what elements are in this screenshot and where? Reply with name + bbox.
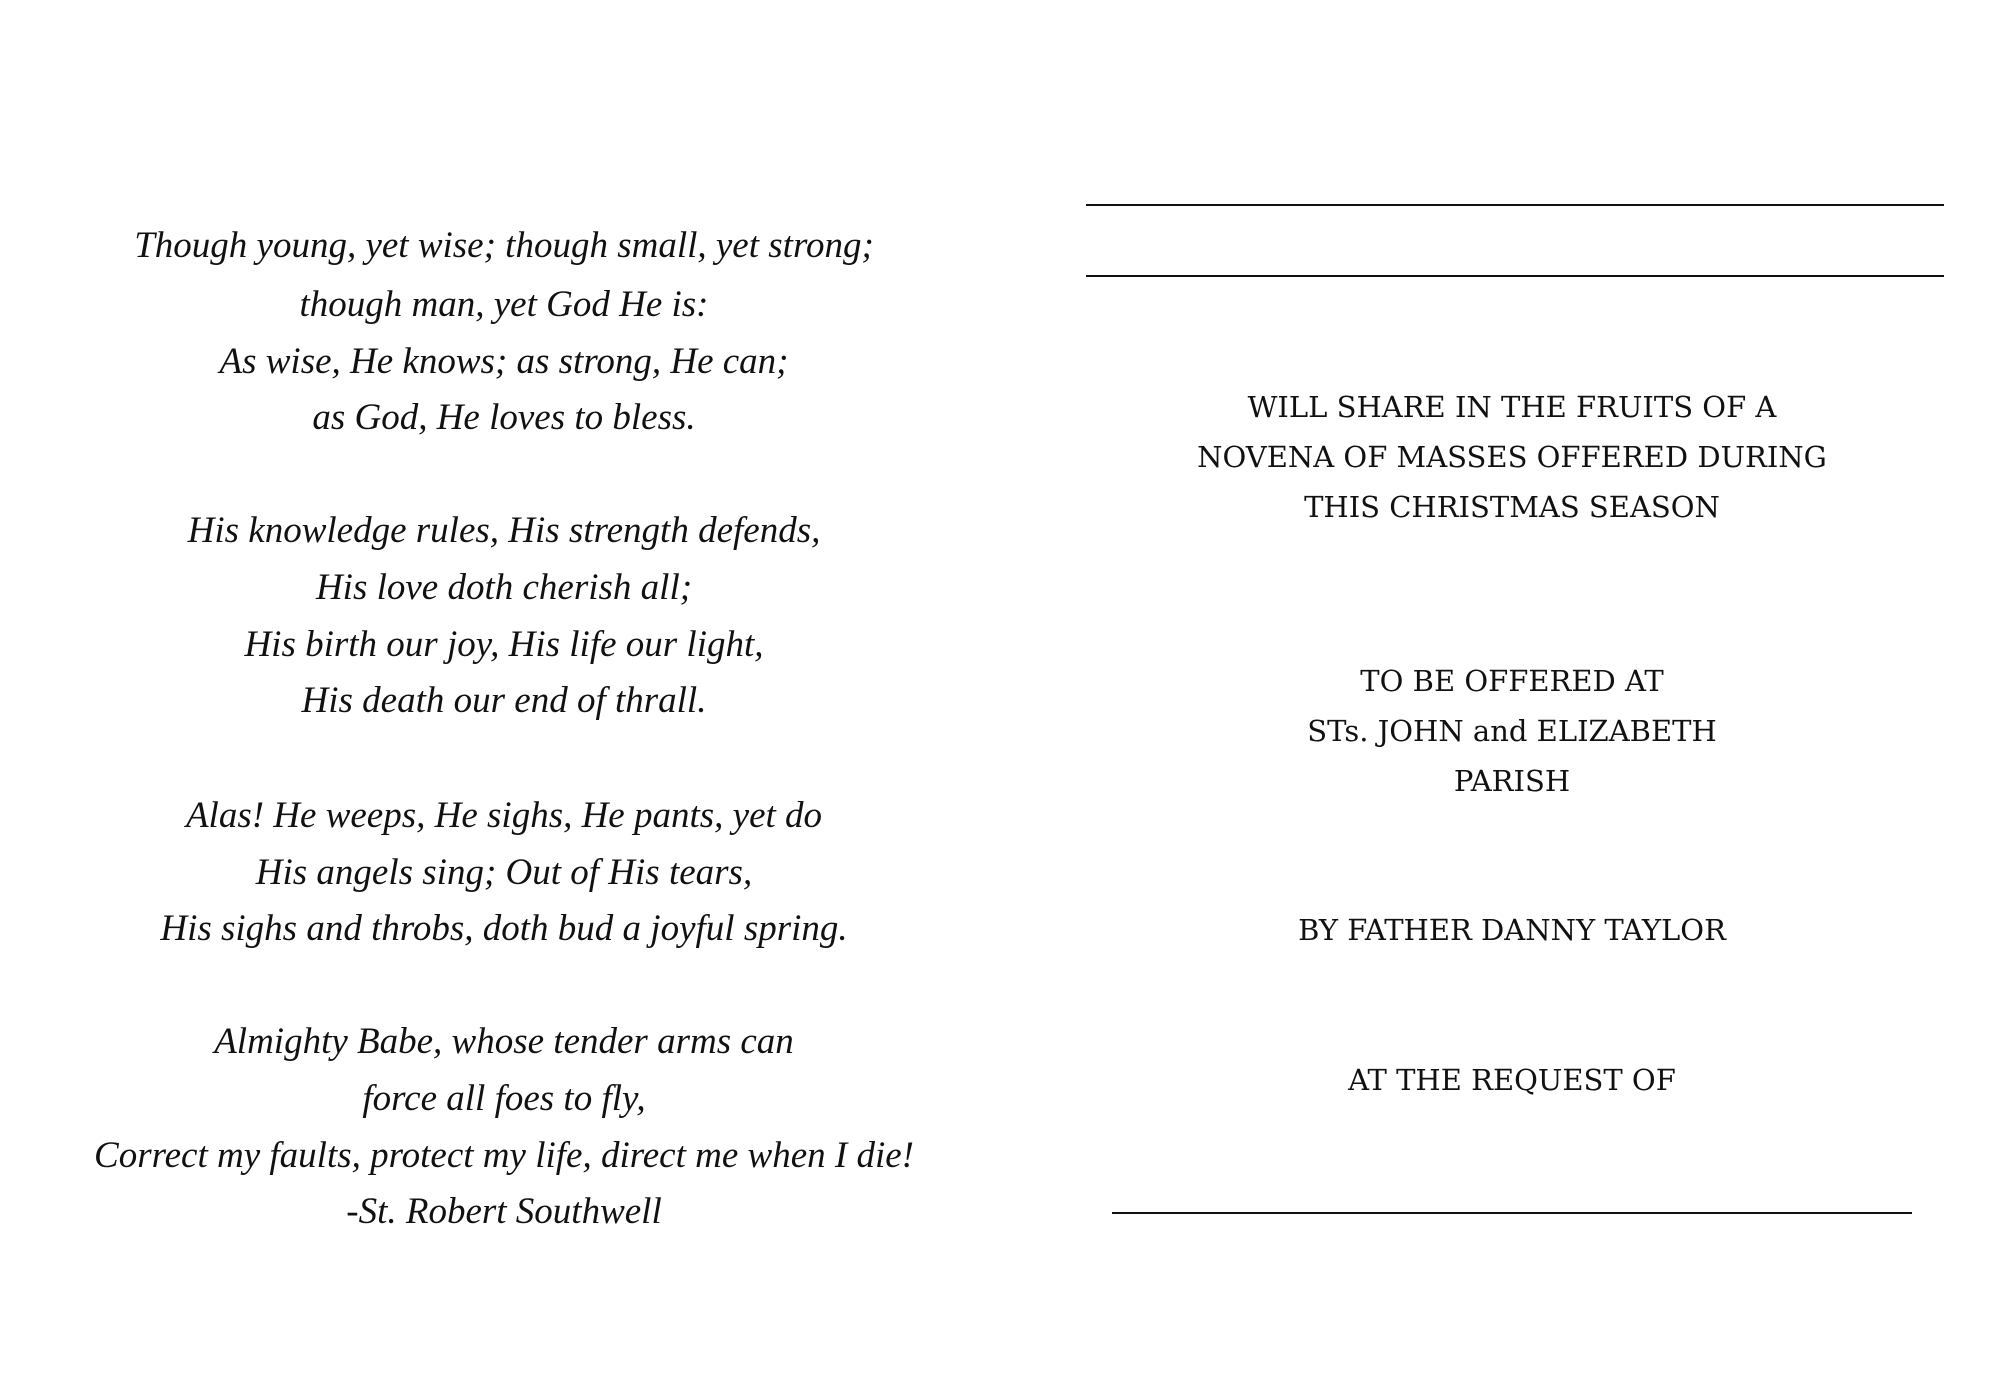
- offered-line: PARISH: [1453, 764, 1571, 798]
- poem-line: as God, He loves to bless.: [312, 397, 696, 438]
- share-line: NOVENA OF MASSES OFFERED DURING: [1197, 440, 1827, 474]
- poem-line: His sighs and throbs, doth bud a joyful spring.: [160, 908, 848, 949]
- blank-requester-line: [1112, 1212, 1912, 1214]
- poem-line: His knowledge rules, His strength defends,: [187, 510, 821, 551]
- share-line: THIS CHRISTMAS SEASON: [1304, 490, 1720, 524]
- poem-line: His love doth cherish all;: [315, 567, 693, 608]
- poem-line: His birth our joy, His life our light,: [244, 624, 764, 665]
- poem-line: though man, yet God He is:: [299, 284, 709, 325]
- offered-line: STs. JOHN and ELIZABETH: [1307, 714, 1717, 748]
- poem-line: force all foes to fly,: [362, 1078, 646, 1119]
- poem-line: As wise, He knows; as strong, He can;: [219, 341, 789, 382]
- poem-line: His angels sing; Out of His tears,: [255, 852, 753, 893]
- poem-line: His death our end of thrall.: [301, 680, 707, 721]
- poem-line: Almighty Babe, whose tender arms can: [214, 1021, 794, 1062]
- celebrant-line: BY FATHER DANNY TAYLOR: [1298, 913, 1726, 947]
- poem-attribution: -St. Robert Southwell: [346, 1191, 662, 1232]
- blank-name-line-1: [1086, 204, 1944, 206]
- poem-line: Alas! He weeps, He sighs, He pants, yet do: [185, 795, 823, 836]
- poem-line: Correct my faults, protect my life, direct me when I die!: [94, 1135, 914, 1176]
- offered-line: TO BE OFFERED AT: [1360, 664, 1664, 698]
- blank-name-line-2: [1086, 275, 1944, 277]
- poem-line: Though young, yet wise; though small, yet strong;: [134, 225, 874, 266]
- request-line: AT THE REQUEST OF: [1348, 1063, 1676, 1097]
- share-line: WILL SHARE IN THE FRUITS OF A: [1247, 390, 1777, 424]
